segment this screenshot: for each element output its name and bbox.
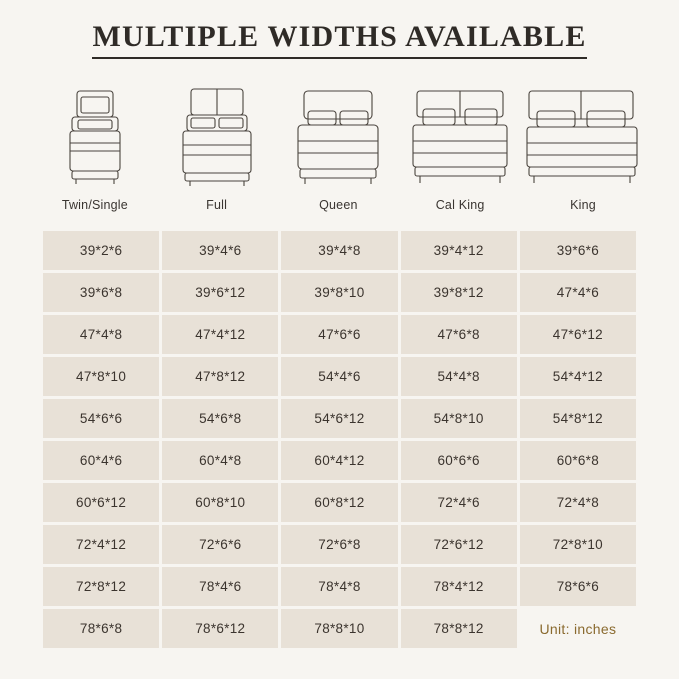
size-cell: 72*6*6	[162, 525, 278, 564]
size-cell: 54*6*12	[281, 399, 397, 438]
bed-cal-king-icon	[403, 85, 517, 191]
page-title: MULTIPLE WIDTHS AVAILABLE	[92, 20, 586, 59]
bed-queen-icon	[286, 85, 390, 191]
size-cell: 47*6*12	[520, 315, 636, 354]
size-cell: 39*6*12	[162, 273, 278, 312]
size-cell: 72*8*12	[43, 567, 159, 606]
size-cell: 54*6*8	[162, 399, 278, 438]
size-cell: 78*6*6	[520, 567, 636, 606]
size-cell: 72*4*6	[401, 483, 517, 522]
size-cell: 54*4*6	[281, 357, 397, 396]
size-cell: 39*4*12	[401, 231, 517, 270]
size-cell: 39*2*6	[43, 231, 159, 270]
size-cell: 47*6*8	[401, 315, 517, 354]
bed-twin-icon	[59, 85, 131, 191]
table-row	[43, 441, 636, 480]
bed-option-queen	[278, 81, 400, 212]
size-cell: 72*6*8	[281, 525, 397, 564]
table-row	[43, 567, 636, 606]
size-cell: 39*6*8	[43, 273, 159, 312]
table-row	[43, 399, 636, 438]
size-cell: 39*4*6	[162, 231, 278, 270]
size-cell: 60*4*6	[43, 441, 159, 480]
bed-label-twin: Twin/Single	[61, 198, 128, 212]
size-table-container	[0, 212, 679, 651]
size-cell: 39*6*6	[520, 231, 636, 270]
bed-full-art	[156, 81, 278, 191]
bed-illustrations-row	[0, 59, 679, 212]
size-cell: 78*4*6	[162, 567, 278, 606]
size-cell: 47*8*12	[162, 357, 278, 396]
size-cell: 60*8*10	[162, 483, 278, 522]
title-container	[0, 0, 679, 59]
table-row	[43, 357, 636, 396]
table-row	[43, 525, 636, 564]
size-cell: 78*8*12	[401, 609, 517, 648]
bed-cal-king-art	[399, 81, 521, 191]
bed-label-cal-king: Cal King	[435, 198, 485, 212]
size-cell: 78*8*10	[281, 609, 397, 648]
size-cell: 39*8*12	[401, 273, 517, 312]
table-row	[43, 483, 636, 522]
size-cell: 72*4*12	[43, 525, 159, 564]
table-row	[43, 609, 636, 648]
unit-note: Unit: inches	[539, 620, 617, 637]
size-cell: 60*4*8	[162, 441, 278, 480]
size-cell: 47*4*8	[43, 315, 159, 354]
size-cell: 72*8*10	[520, 525, 636, 564]
bed-option-twin	[34, 81, 156, 212]
bed-label-queen: Queen	[319, 198, 358, 212]
size-cell: 39*8*10	[281, 273, 397, 312]
table-row	[43, 231, 636, 270]
size-cell: 78*6*12	[162, 609, 278, 648]
bed-label-full: Full	[206, 198, 228, 212]
table-row	[43, 315, 636, 354]
table-row	[43, 273, 636, 312]
size-cell: 72*6*12	[401, 525, 517, 564]
size-cell: 47*6*6	[281, 315, 397, 354]
size-cell: 78*4*8	[281, 567, 397, 606]
size-cell: 78*4*12	[401, 567, 517, 606]
bed-option-king	[521, 81, 645, 212]
bed-full-icon	[171, 85, 263, 191]
size-cell: 60*6*12	[43, 483, 159, 522]
bed-queen-art	[278, 81, 400, 191]
size-cell: 54*8*12	[520, 399, 636, 438]
size-cell: 54*6*6	[43, 399, 159, 438]
bed-twin-art	[34, 81, 156, 191]
size-cell: 47*8*10	[43, 357, 159, 396]
size-table-body	[43, 231, 636, 648]
size-cell: 60*8*12	[281, 483, 397, 522]
size-cell: 78*6*8	[43, 609, 159, 648]
bed-option-cal-king	[399, 81, 521, 212]
bed-label-king: King	[570, 198, 596, 212]
size-cell: 60*4*12	[281, 441, 397, 480]
size-table	[40, 228, 639, 651]
size-cell: 60*6*8	[520, 441, 636, 480]
size-cell: 60*6*6	[401, 441, 517, 480]
bed-king-art	[521, 81, 645, 191]
size-cell: 54*4*12	[520, 357, 636, 396]
bed-option-full	[156, 81, 278, 212]
size-cell: 47*4*12	[162, 315, 278, 354]
size-cell: 47*4*6	[520, 273, 636, 312]
size-cell: 39*4*8	[281, 231, 397, 270]
bed-king-icon	[521, 85, 645, 191]
size-cell: 72*4*8	[520, 483, 636, 522]
size-cell: 54*4*8	[401, 357, 517, 396]
size-cell: 54*8*10	[401, 399, 517, 438]
